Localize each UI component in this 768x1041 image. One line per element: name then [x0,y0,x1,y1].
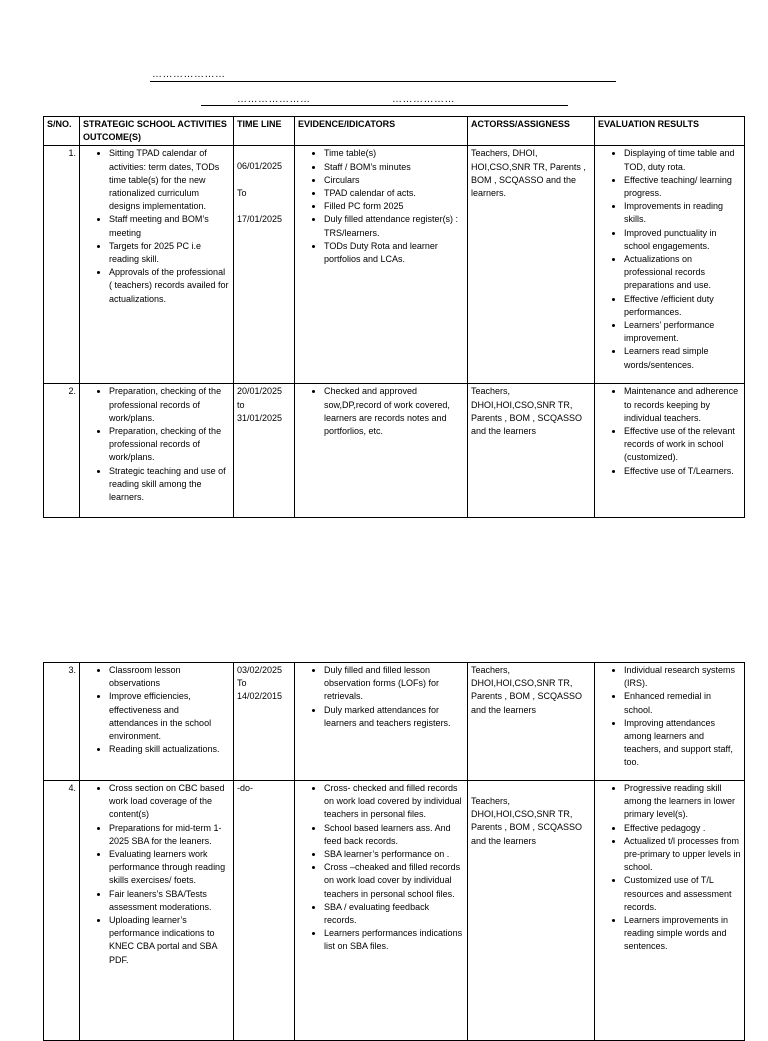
row-evidence [295,663,468,781]
timeline-sep: to [237,399,245,410]
row-timeline [234,146,295,384]
list-item: • Effective use of T/Learners. [624,465,741,478]
list-item: • Time table(s) [324,147,464,160]
list-item: • TODs Duty Rota and learner portfolios and LCAs. [324,240,464,266]
list-item: • Displaying of time table and TOD, duty rota. [624,147,741,173]
list-item: • Approvals of the professional ( teachers) records availed for actualizations. [109,266,230,306]
action-plan-table-page2 [43,662,745,1041]
list-item: • SBA / evaluating feedback records. [324,901,464,927]
list-item: • Cross –cheaked and filled records on work load cover by individual teachers in personal school files. [324,861,464,901]
table-row [44,663,745,781]
list-item: • Targets for 2025 PC i.e reading skill. [109,240,230,266]
table-row [44,146,745,384]
timeline-end: 31/01/2025 [237,412,283,423]
list-item: • Filled PC form 2025 [324,200,464,213]
row-sno: 2. [44,384,80,518]
row-timeline [234,384,295,518]
timeline-end: 17/01/2025 [237,213,283,224]
list-item: • School based learners ass. And feed back records. [324,822,464,848]
list-item: • Learners improvements in reading simple words and sentences. [624,914,741,954]
list-item: • Improve efficiencies, effectiveness and attendances in the school environment. [109,690,230,743]
list-item: • TPAD calendar of acts. [324,187,464,200]
row-activities [80,146,234,384]
list-item: • Progressive reading skill among the learners in lower primary level(s). [624,782,741,822]
list-item: • Improvements in reading skills. [624,200,741,226]
row-results [595,384,745,518]
row-timeline [234,781,295,1041]
row-sno: 3. [44,663,80,781]
list-item: • Actualized t/l processes from pre-primary to upper levels in school. [624,835,741,875]
list-item: • Classroom lesson observations [109,664,230,690]
row-results [595,781,745,1041]
header-line1-dots: ………………… [152,69,226,80]
table-row [44,781,745,1041]
timeline-end: 14/02/2015 [237,691,283,702]
list-item: • Reading skill actualizations. [109,743,230,756]
list-item: • Maintenance and adherence to records keeping by individual teachers. [624,385,741,425]
col-header-activities: STRATEGIC SCHOOL ACTIVITIES OUTCOME(S) [80,117,234,146]
row-sno: 1. [44,146,80,384]
list-item: • Staff meeting and BOM’s meeting [109,213,230,239]
list-item: • SBA learner’s performance on . [324,848,464,861]
list-item: • Fair leaners’s SBA/Tests assessment moderations. [109,888,230,914]
list-item: • Improving attendances among learners and teachers, and support staff, too. [624,717,741,770]
header-line2-left-dots: ………………… [237,94,311,105]
col-header-results: EVALUATION RESULTS [595,117,745,146]
list-item: • Preparation, checking of the professional records of work/plans. [109,385,230,425]
list-item: • Duly filled and filled lesson observation forms (LOFs) for retrievals. [324,664,464,704]
list-item: • Improved punctuality in school engagements. [624,227,741,253]
col-header-actors: ACTORSS/ASSIGNESS [468,117,595,146]
list-item: • Learners’ performance improvement. [624,319,741,345]
row-results [595,663,745,781]
list-item: • Enhanced remedial in school. [624,690,741,716]
list-item: • Learners read simple words/sentences. [624,345,741,371]
list-item: • Duly filled attendance register(s) : TRS/learners. [324,213,464,239]
list-item: • Individual research systems (IRS). [624,664,741,690]
row-evidence [295,146,468,384]
row-evidence [295,384,468,518]
list-item: • Preparations for mid-term 1-2025 SBA for the leaners. [109,822,230,848]
list-item: • Uploading learner’s performance indications to KNEC CBA portal and SBA PDF. [109,914,230,967]
row-sno: 4. [44,781,80,1041]
action-plan-table-page1 [43,116,745,518]
row-activities [80,384,234,518]
list-item: • Effective teaching/ learning progress. [624,174,741,200]
timeline-start: 06/01/2025 [237,161,283,172]
list-item: • Checked and approved sow,DP,record of work covered, learners are records notes and portforlios, etc. [324,385,464,438]
list-item: • Duly marked attendances for learners and teachers registers. [324,704,464,730]
list-item: • Strategic teaching and use of reading skill among the learners. [109,465,230,505]
row-activities [80,781,234,1041]
col-header-evidence: EVIDENCE/IDICATORS [295,117,468,146]
col-header-sno: S/NO. [44,117,80,146]
list-item: • Actualizations on professional records preparations and use. [624,253,741,293]
row-actors: Teachers, DHOI, HOI,CSO,SNR TR, Parents , BOM , SCQASSO and the learners. [468,146,595,384]
col-header-timeline: TIME LINE [234,117,295,146]
table-row [44,384,745,518]
list-item: • Preparation, checking of the professional records of work/plans. [109,425,230,465]
list-item: • Staff / BOM’s minutes [324,161,464,174]
timeline-ditto: -do- [237,783,254,793]
header-line1 [150,81,616,82]
timeline-start: 20/01/2025 [237,386,283,397]
list-item: • Learners performances indications list on SBA files. [324,927,464,953]
row-timeline [234,663,295,781]
row-actors: Teachers, DHOI,HOI,CSO,SNR TR, Parents , BOM , SCQASSO and the learners [468,781,595,1041]
row-activities [80,663,234,781]
list-item: • Cross- checked and filled records on work load covered by individual teachers in personal files. [324,782,464,822]
header-line2-right-dots: ……………… [392,94,455,105]
timeline-sep: To [237,187,247,198]
timeline-start: 03/02/2025 [237,665,283,675]
list-item: • Circulars [324,174,464,187]
header-line2 [201,105,568,106]
list-item: • Sitting TPAD calendar of activities: term dates, TODs time table(s) for the new rationalized curriculum designs implementation. [109,147,230,213]
list-item: • Evaluating learners work performance through reading skills exercises/ foets. [109,848,230,888]
timeline-sep: To [237,678,247,689]
row-actors: Teachers, DHOI,HOI,CSO,SNR TR, Parents , BOM , SCQASSO and the learners [468,663,595,781]
list-item: • Effective use of the relevant records of work in school (customized). [624,425,741,465]
list-item: • Cross section on CBC based work load coverage of the content(s) [109,782,230,822]
list-item: • Effective /efficient duty performances. [624,293,741,319]
row-actors: Teachers, DHOI,HOI,CSO,SNR TR, Parents , BOM , SCQASSO and the learners [468,384,595,518]
row-evidence [295,781,468,1041]
list-item: • Effective pedagogy . [624,822,741,835]
table-header-row [44,117,745,146]
row-results [595,146,745,384]
list-item: • Customized use of T/L resources and assessment records. [624,874,741,914]
